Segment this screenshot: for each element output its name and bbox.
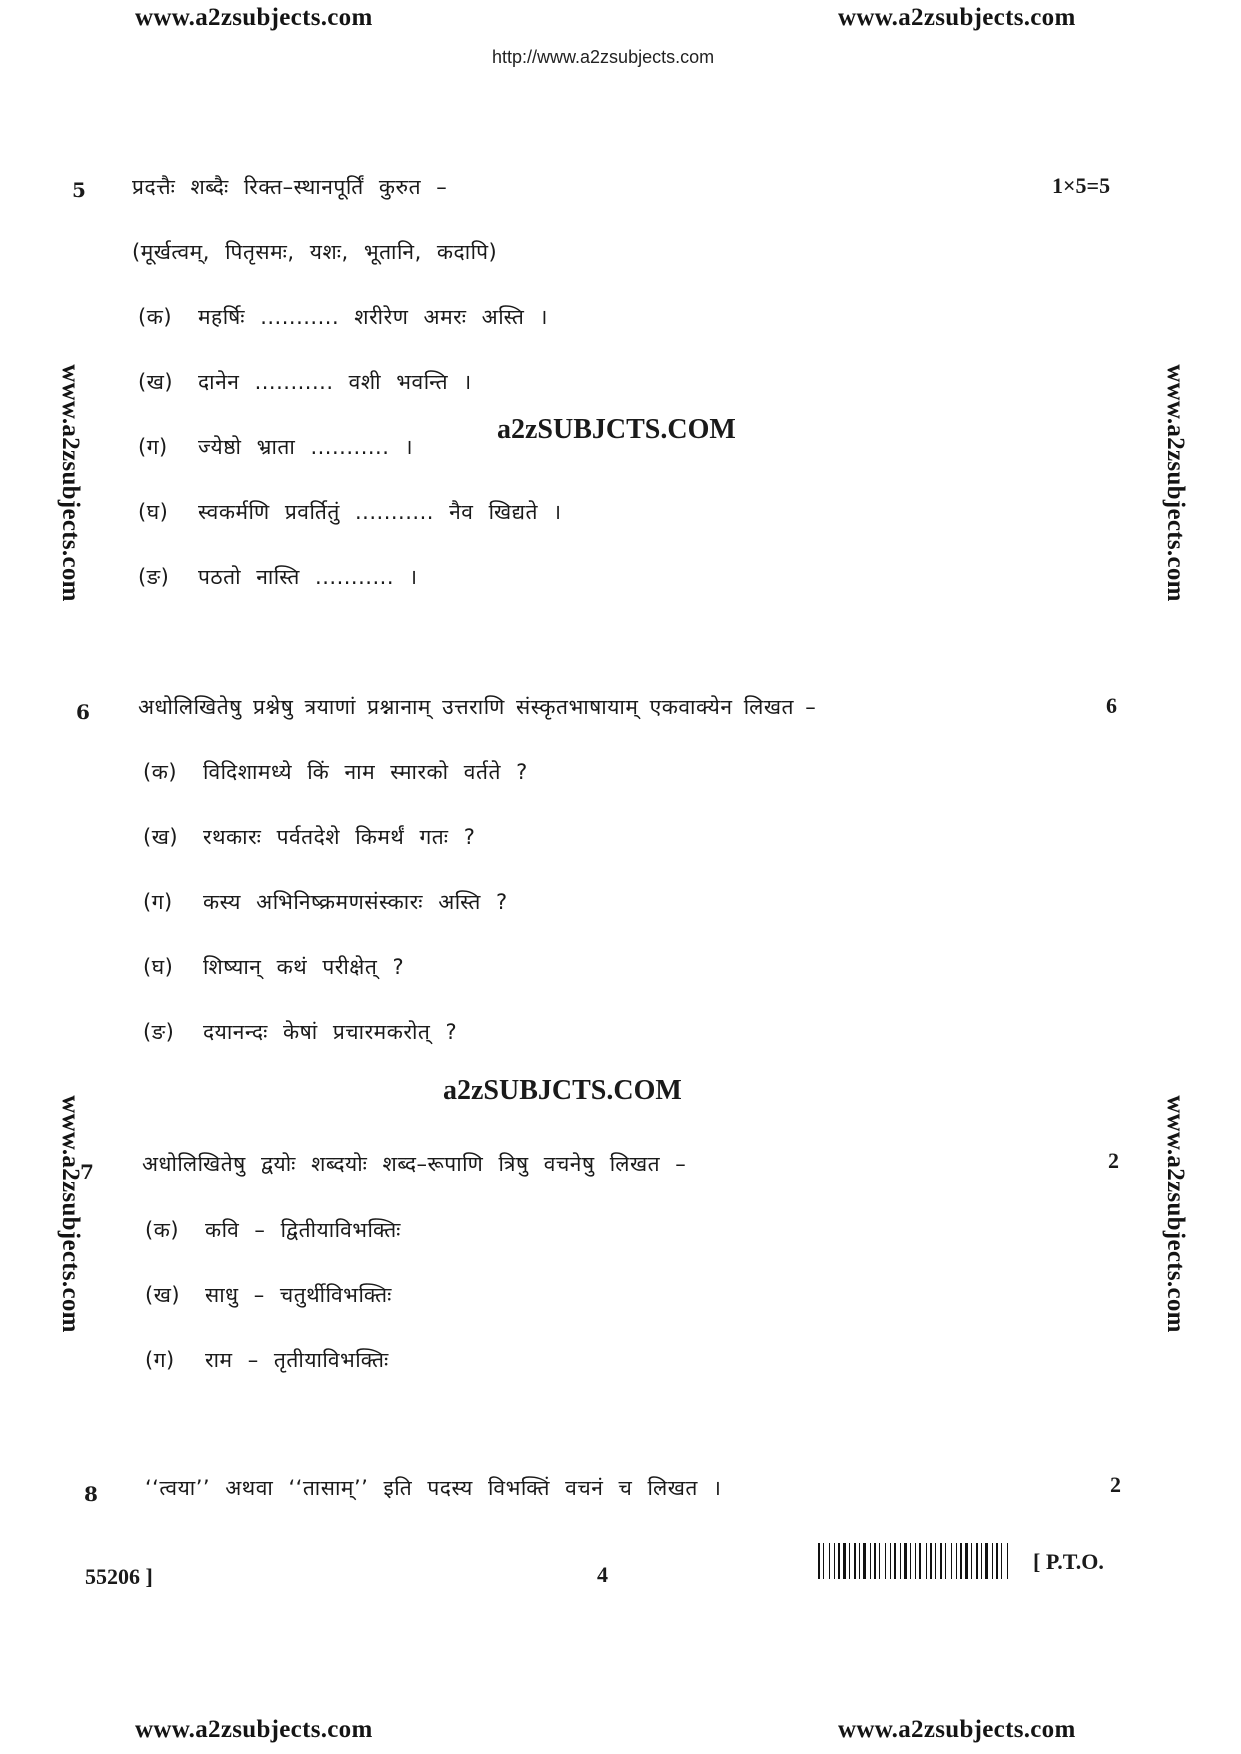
barcode-bar: [836, 1543, 837, 1579]
option-label: (ख): [143, 825, 179, 849]
barcode-bar: [912, 1543, 914, 1579]
barcode-bar: [894, 1543, 896, 1579]
option-item: [138, 563, 418, 591]
option-label: (ख): [138, 370, 174, 394]
option-text: विदिशामध्ये किं नाम स्मारको वर्तते ?: [203, 760, 528, 784]
side-watermark-left-top: www.a2zsubjects.com: [57, 364, 84, 602]
option-item: [138, 498, 562, 526]
option-item: [143, 823, 475, 851]
barcode-bar: [926, 1543, 927, 1579]
barcode-bar: [953, 1543, 955, 1579]
option-text: पठतो नास्ति ........... ।: [198, 565, 418, 589]
barcode-bar: [829, 1543, 830, 1579]
barcode-bar: [908, 1543, 909, 1579]
barcode-bar: [841, 1543, 842, 1579]
option-item: [138, 303, 548, 331]
barcode-bar: [943, 1543, 944, 1579]
barcode-bar: [956, 1543, 957, 1579]
barcode-bar: [851, 1543, 853, 1579]
pto-label: [ P.T.O.: [1033, 1549, 1104, 1574]
option-item: [143, 758, 528, 786]
barcode-bar: [996, 1543, 998, 1579]
option-label: (ख): [145, 1283, 181, 1307]
page-number: 4: [597, 1562, 608, 1587]
option-text: स्वकर्मणि प्रवर्तितुं ........... नैव खिद्यते ।: [198, 500, 562, 524]
barcode-bar: [983, 1543, 984, 1579]
barcode-bar: [945, 1543, 946, 1579]
option-label: (ग): [145, 1348, 175, 1372]
barcode-bar: [1001, 1543, 1002, 1579]
barcode-bar: [821, 1543, 822, 1579]
option-item: [145, 1346, 389, 1374]
barcode-bar: [910, 1543, 911, 1579]
barcode-bar: [917, 1543, 918, 1579]
barcode-bar: [940, 1543, 942, 1579]
barcode-bar: [834, 1543, 835, 1579]
barcode-bar: [937, 1543, 939, 1579]
barcode-bar: [963, 1543, 964, 1579]
barcode-bar: [971, 1543, 972, 1579]
barcode-bar: [976, 1543, 978, 1579]
side-watermark-left-bottom: www.a2zsubjects.com: [57, 1095, 84, 1333]
barcode-bar: [958, 1543, 959, 1579]
option-text: कवि – द्वितीयाविभक्तिः: [205, 1218, 401, 1242]
barcode-bar: [879, 1543, 880, 1579]
option-label: (क): [145, 1218, 180, 1242]
barcode-bar: [989, 1543, 991, 1579]
barcode-bar: [999, 1543, 1000, 1579]
barcode-bar: [861, 1543, 862, 1579]
barcode-bar: [881, 1543, 884, 1579]
barcode-bar: [994, 1543, 995, 1579]
option-item: [143, 953, 404, 981]
option-text: दानेन ........... वशी भवन्ति ।: [198, 370, 472, 394]
barcode-bar: [874, 1543, 876, 1579]
option-label: (क): [143, 760, 178, 784]
question-marks: 2: [1110, 1472, 1121, 1497]
barcode-bar: [960, 1543, 962, 1579]
barcode-bar: [904, 1543, 907, 1579]
option-label: (ङ): [143, 1020, 175, 1044]
option-label: (घ): [143, 955, 174, 979]
footer-watermark-right: www.a2zsubjects.com: [838, 1716, 1076, 1743]
question-number: 6: [76, 700, 90, 724]
barcode-bar: [825, 1543, 828, 1579]
option-text: शिष्यान् कथं परीक्षेत् ?: [203, 955, 405, 979]
barcode-bar: [847, 1543, 848, 1579]
barcode-bar: [1003, 1543, 1006, 1579]
option-item: [145, 1216, 401, 1244]
option-label: (घ): [138, 500, 169, 524]
option-text: राम – तृतीयाविभक्तिः: [205, 1348, 389, 1372]
word-bank: (मूर्खत्वम्, पितृसमः, यशः, भूतानि, कदापि): [132, 240, 498, 264]
option-label: (क): [138, 305, 173, 329]
barcode-bar: [992, 1543, 993, 1579]
barcode-bar: [857, 1543, 858, 1579]
barcode-bar: [930, 1543, 932, 1579]
footer-watermark-left: www.a2zsubjects.com: [135, 1716, 373, 1743]
barcode-bar: [870, 1543, 871, 1579]
barcode-bar: [877, 1543, 878, 1579]
barcode-bar: [818, 1543, 820, 1579]
barcode-bar: [979, 1543, 980, 1579]
barcode-bar: [973, 1543, 975, 1579]
option-item: [145, 1281, 392, 1309]
header-watermark-left: www.a2zsubjects.com: [135, 4, 373, 31]
paper-code: 55206 ]: [85, 1564, 153, 1589]
question-text: अधोलिखितेषु द्वयोः शब्दयोः शब्द–रूपाणि त्रिषु वचनेषु लिखत –: [142, 1152, 687, 1176]
center-watermark: a2zSUBJCTS.COM: [443, 1075, 682, 1106]
question-marks: 2: [1108, 1148, 1119, 1173]
barcode-bar: [872, 1543, 873, 1579]
option-item: [138, 433, 413, 461]
option-label: (ग): [143, 890, 173, 914]
header-watermark-right: www.a2zsubjects.com: [838, 4, 1076, 31]
question-marks: 6: [1106, 693, 1117, 718]
barcode-bar: [831, 1543, 833, 1579]
question-marks: 1×5=5: [1052, 173, 1111, 198]
barcode-bar: [969, 1543, 970, 1579]
barcode-bar: [897, 1543, 899, 1579]
barcode-bar: [947, 1543, 950, 1579]
question-text: प्रदत्तैः शब्दैः रिक्त–स्थानपूर्तिं कुरुत –: [132, 175, 448, 199]
barcode-bar: [823, 1543, 824, 1579]
option-text: रथकारः पर्वतदेशे किमर्थं गतः ?: [203, 825, 476, 849]
barcode-bar: [854, 1543, 856, 1579]
option-text: महर्षिः ........... शरीरेण अमरः अस्ति ।: [198, 305, 548, 329]
option-text: ज्येष्ठो भ्राता ........... ।: [198, 435, 414, 459]
barcode-bar: [902, 1543, 903, 1579]
barcode-bar: [900, 1543, 901, 1579]
option-item: [143, 888, 508, 916]
barcode-image: [818, 1543, 1013, 1579]
barcode-bar: [867, 1543, 869, 1579]
barcode-bar: [951, 1543, 952, 1579]
barcode-bar: [863, 1543, 866, 1579]
barcode-bar: [922, 1543, 925, 1579]
barcode-bar: [933, 1543, 934, 1579]
barcode-bar: [965, 1543, 968, 1579]
barcode-bar: [890, 1543, 891, 1579]
barcode-bar: [928, 1543, 929, 1579]
option-item: [143, 1018, 457, 1046]
option-text: दयानन्दः केषां प्रचारमकरोत् ?: [203, 1020, 458, 1044]
question-text: अधोलिखितेषु प्रश्नेषु त्रयाणां प्रश्नानाम् उत्तराणि संस्कृतभाषायाम् एकवाक्येन लिखत –: [138, 695, 817, 719]
barcode-bar: [849, 1543, 850, 1579]
center-watermark: a2zSUBJCTS.COM: [497, 414, 736, 445]
option-text: साधु – चतुर्थीविभक्तिः: [205, 1283, 392, 1307]
barcode-bar: [935, 1543, 936, 1579]
barcode-bar: [843, 1543, 846, 1579]
option-label: (ङ): [138, 565, 170, 589]
option-label: (ग): [138, 435, 168, 459]
option-item: [138, 368, 472, 396]
barcode-bar: [915, 1543, 916, 1579]
question-text: ‘‘त्वया’’ अथवा ‘‘तासाम्’’ इति पदस्य विभक्तिं वचनं च लिखत ।: [145, 1476, 722, 1500]
barcode-bar: [892, 1543, 893, 1579]
question-number: 8: [84, 1482, 98, 1506]
barcode-bar: [985, 1543, 988, 1579]
question-number: 7: [80, 1160, 94, 1184]
barcode-bar: [838, 1543, 840, 1579]
barcode-bar: [981, 1543, 982, 1579]
barcode-bar: [859, 1543, 860, 1579]
option-text: कस्य अभिनिष्क्रमणसंस्कारः अस्ति ?: [203, 890, 508, 914]
barcode-bar: [1007, 1543, 1008, 1579]
barcode-bar: [885, 1543, 886, 1579]
side-watermark-right-bottom: www.a2zsubjects.com: [1162, 1095, 1189, 1333]
header-url: http://www.a2zsubjects.com: [492, 47, 715, 67]
question-number: 5: [72, 178, 86, 202]
side-watermark-right-top: www.a2zsubjects.com: [1162, 364, 1189, 602]
barcode-bar: [887, 1543, 889, 1579]
barcode-bar: [919, 1543, 921, 1579]
